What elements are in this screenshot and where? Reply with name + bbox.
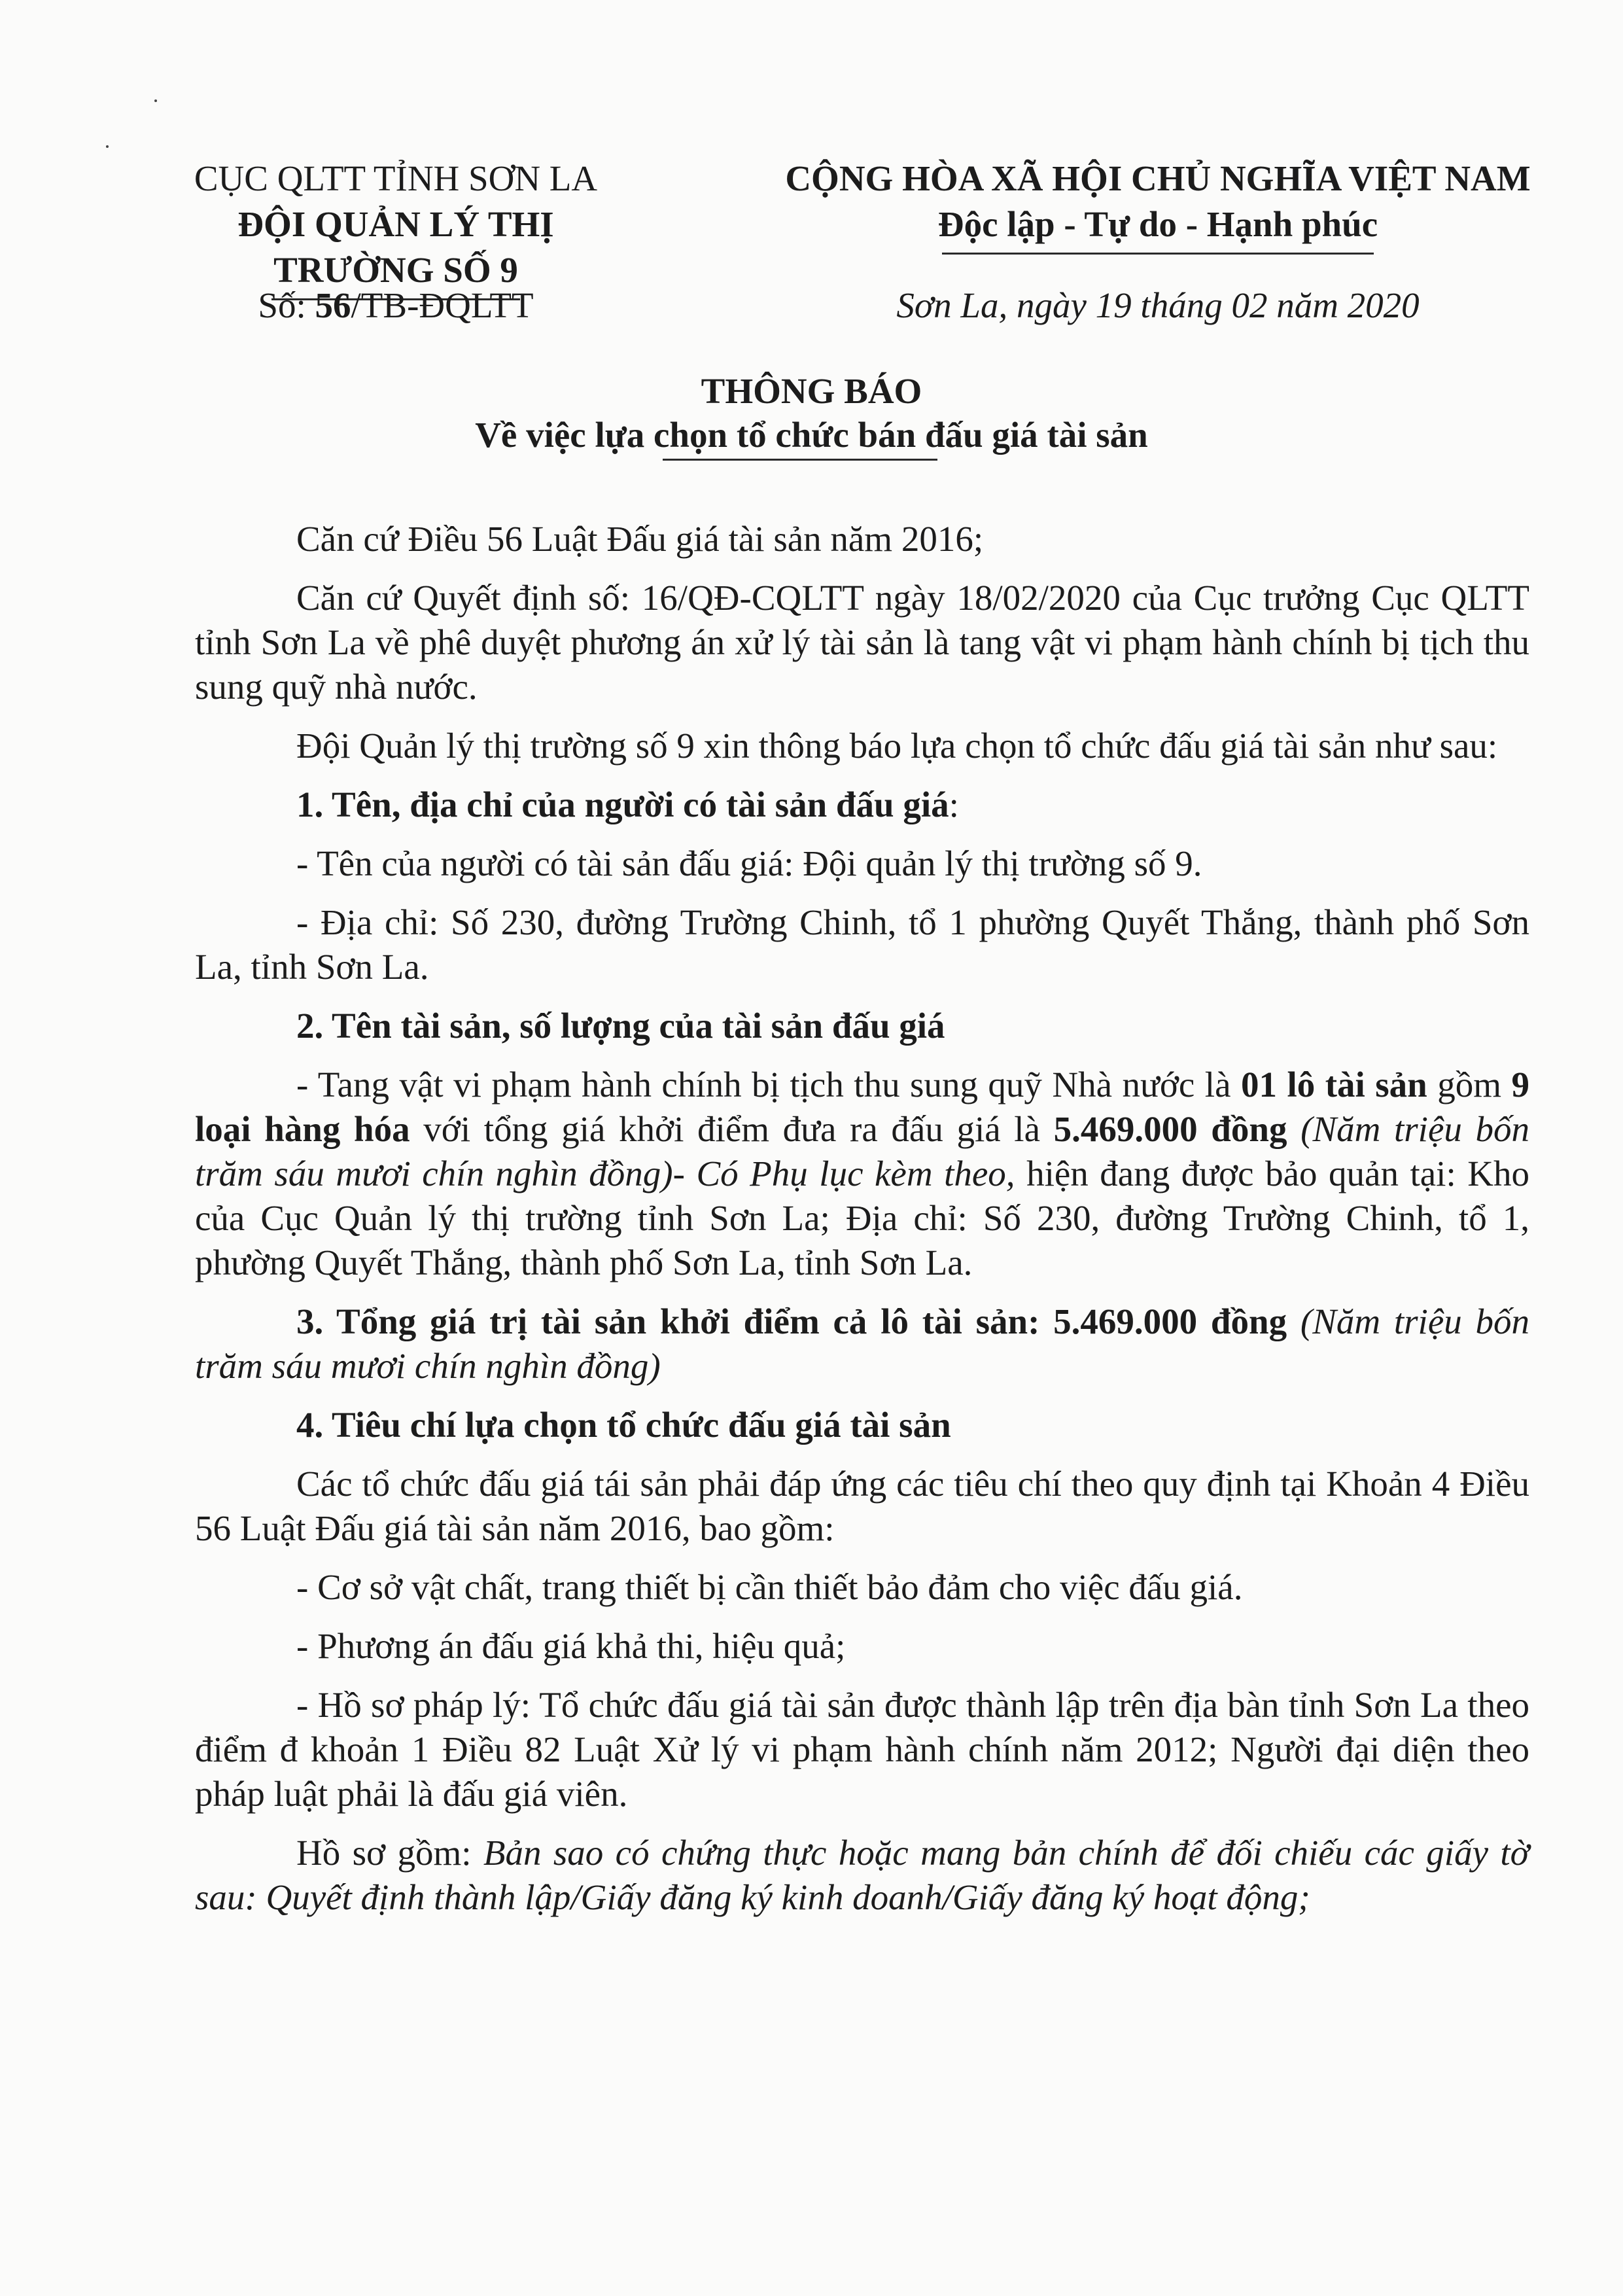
- section-3-total-value: 3. Tổng giá trị tài sản khởi điểm cả lô tài sản: 5.469.000 đồng (Năm triệu bốn trăm sáu mươi chín nghìn đồng): [195, 1301, 1529, 1386]
- scan-speck: [154, 99, 157, 102]
- document-title: THÔNG BÁO: [701, 371, 922, 411]
- dossier-requirements: Hồ sơ gồm: Bản sao có chứng thực hoặc mang bản chính để đối chiếu các giấy tờ sau: Quyết định thành lập/Giấy đăng ký kinh doanh/Giấy đăng ký hoạt động;: [195, 1833, 1529, 1917]
- country-name: CỘNG HÒA XÃ HỘI CHỦ NGHĨA VIỆT NAM: [785, 158, 1531, 198]
- section-1-owner-address: - Địa chỉ: Số 230, đường Trường Chinh, tổ 1 phường Quyết Thắng, thành phố Sơn La, tỉnh Sơn La.: [195, 902, 1529, 987]
- section-1-owner-name: - Tên của người có tài sản đấu giá: Đội quản lý thị trường số 9.: [296, 843, 1202, 883]
- document-number: Số: 56/TB-ĐQLTT: [258, 285, 534, 325]
- section-4-intro: Các tổ chức đấu giá tái sản phải đáp ứng các tiêu chí theo quy định tại Khoản 4 Điều 56 Luật Đấu giá tài sản năm 2016, bao gồm:: [195, 1464, 1529, 1548]
- section-2-asset-description: - Tang vật vi phạm hành chính bị tịch thu sung quỹ Nhà nước là 01 lô tài sản gồm 9 loại hàng hóa với tổng giá khởi điểm đưa ra đấu giá là 5.469.000 đồng (Năm triệu bốn trăm sáu mươi chín nghìn đồng)- Có Phụ lục kèm theo, hiện đang được bảo quản tại: Kho của Cục Quản lý thị trường tỉnh Sơn La; Địa chỉ: Số 230, đường Trường Chinh, tổ 1, phường Quyết Thắng, thành phố Sơn La, tỉnh Sơn La.: [195, 1065, 1530, 1282]
- intro-paragraph: Đội Quản lý thị trường số 9 xin thông báo lựa chọn tổ chức đấu giá tài sản như sau:: [296, 726, 1498, 766]
- section-2-heading: 2. Tên tài sản, số lượng của tài sản đấu giá: [296, 1006, 945, 1046]
- criterion-auction-plan: - Phương án đấu giá khả thi, hiệu quả;: [296, 1626, 846, 1666]
- legal-basis-2: Căn cứ Quyết định số: 16/QĐ-CQLTT ngày 18/02/2020 của Cục trưởng Cục QLTT tỉnh Sơn La về phê duyệt phương án xử lý tài sản là tang vật vi phạm hành chính bị tịch thu sung quỹ nhà nước.: [195, 578, 1529, 707]
- place-date: Sơn La, ngày 19 tháng 02 năm 2020: [896, 285, 1420, 325]
- unit-name: ĐỘI QUẢN LÝ THỊ TRƯỜNG SỐ 9: [237, 204, 554, 290]
- section-1-heading: 1. Tên, địa chỉ của người có tài sản đấu giá:: [296, 785, 959, 824]
- issuing-agency-block: [157, 156, 635, 300]
- scan-speck: [106, 145, 109, 148]
- document-subtitle: Về việc lựa chọn tổ chức bán đấu giá tài sản: [475, 415, 1148, 455]
- motto-underline: [942, 253, 1374, 255]
- subtitle-underline: [663, 459, 937, 461]
- criterion-facilities: - Cơ sở vật chất, trang thiết bị cần thiết bảo đảm cho việc đấu giá.: [296, 1567, 1243, 1607]
- section-4-heading: 4. Tiêu chí lựa chọn tổ chức đấu giá tài sản: [296, 1405, 951, 1445]
- agency-name: CỤC QLTT TỈNH SƠN LA: [194, 158, 598, 198]
- criterion-legal-dossier: - Hồ sơ pháp lý: Tổ chức đấu giá tài sản được thành lập trên địa bàn tỉnh Sơn La theo điểm đ khoản 1 Điều 82 Luật Xử lý vi phạm hành chính năm 2012; Người đại diện theo pháp luật phải là đấu giá viên.: [195, 1685, 1529, 1814]
- motto: Độc lập - Tự do - Hạnh phúc: [937, 204, 1378, 244]
- document-body: [195, 517, 1529, 1934]
- national-title-block: [765, 156, 1550, 255]
- legal-basis-1: Căn cứ Điều 56 Luật Đấu giá tài sản năm 2016;: [296, 519, 984, 559]
